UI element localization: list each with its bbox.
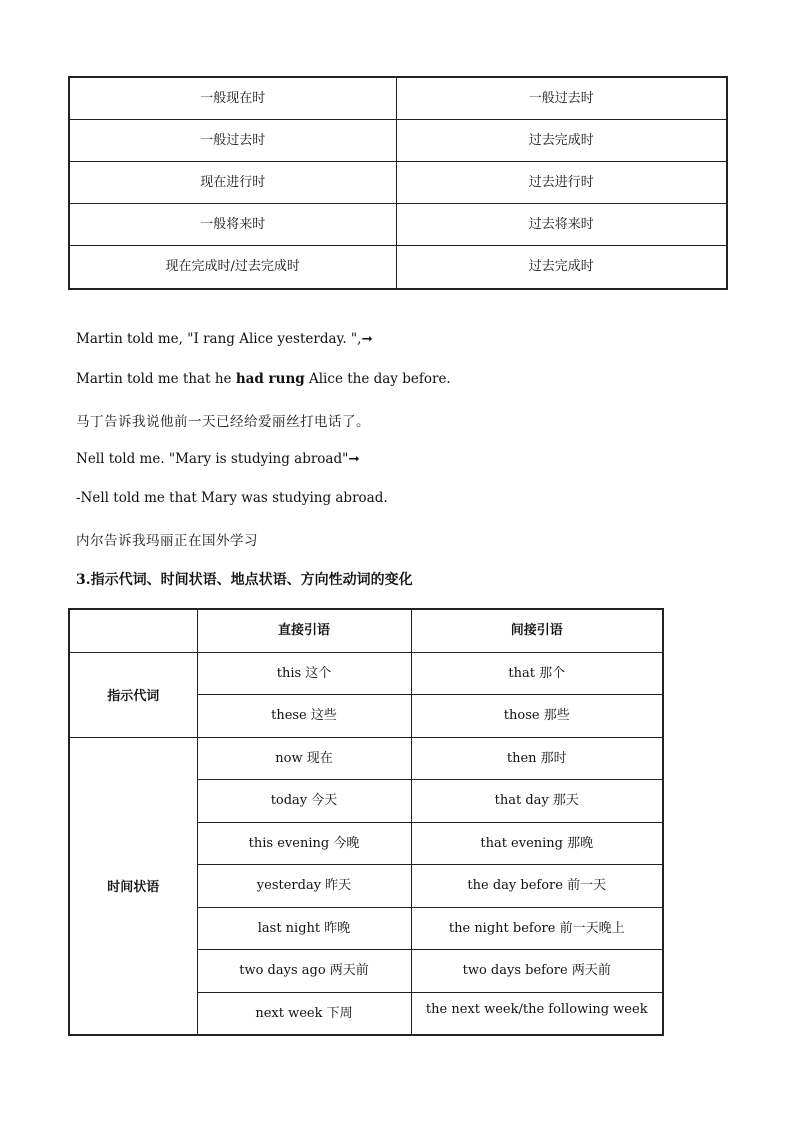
indirect-tense-cell: 过去将来时 <box>528 217 594 232</box>
direct-tense-cell: 现在完成时/过去完成时 <box>165 259 300 274</box>
table-row <box>69 77 727 120</box>
table-row <box>69 652 663 695</box>
direct-cell: this evening 今晚 <box>248 835 360 851</box>
indirect-cell: the day before 前一天 <box>467 878 607 893</box>
direct-cell: now 现在 <box>275 750 333 766</box>
example-1-indirect-end: Alice the day before. <box>304 371 451 387</box>
indirect-cell: then 那时 <box>506 750 567 766</box>
empty-header-cell <box>70 610 197 619</box>
indirect-cell: those 那些 <box>503 708 570 723</box>
example-2-direct: Nell told me. "Mary is studying abroad"➞ <box>76 451 360 467</box>
direct-cell: yesterday 昨天 <box>256 878 352 893</box>
indirect-tense-cell: 过去完成时 <box>528 133 594 148</box>
indirect-speech-header: 间接引语 <box>510 623 563 638</box>
direct-tense-cell: 一般现在时 <box>200 91 266 106</box>
indirect-cell: that 那个 <box>508 665 566 681</box>
example-1-verb-highlight: had rung <box>235 371 305 387</box>
example-1-indirect-start: Martin told me that he <box>76 371 236 387</box>
indirect-tense-cell: 过去完成时 <box>528 259 594 274</box>
indirect-tense-cell: 过去进行时 <box>528 175 594 190</box>
direct-tense-cell: 一般将来时 <box>200 217 266 232</box>
direct-cell: last night 昨晚 <box>257 920 351 936</box>
time-adverb-group-cell: 时间状语 <box>69 737 197 1035</box>
direct-tense-cell: 现在进行时 <box>200 175 266 190</box>
table-row <box>69 246 727 290</box>
example-2-translation: 内尔告诉我玛丽正在国外学习 <box>76 533 258 549</box>
table-header-row <box>69 609 663 652</box>
direct-speech-header: 直接引语 <box>277 623 330 638</box>
indirect-cell: two days before 两天前 <box>462 963 611 978</box>
indirect-cell: the night before 前一天晚上 <box>448 920 625 936</box>
indirect-cell: that day 那天 <box>494 793 579 808</box>
direct-cell: this 这个 <box>276 665 332 681</box>
direct-cell: next week 下周 <box>255 1005 353 1021</box>
table-row <box>69 120 727 162</box>
direct-tense-cell: 一般过去时 <box>200 133 266 148</box>
table-row <box>69 204 727 246</box>
tense-shift-table <box>68 76 728 290</box>
direct-cell: two days ago 两天前 <box>239 963 369 978</box>
direct-cell: today 今天 <box>270 793 338 808</box>
indirect-tense-cell: 一般过去时 <box>528 91 594 106</box>
table-row <box>69 162 727 204</box>
indirect-cell: that evening 那晚 <box>480 835 594 851</box>
example-1-indirect <box>76 371 451 387</box>
example-1-translation: 马丁告诉我说他前一天已经给爱丽丝打电话了。 <box>76 414 370 430</box>
indirect-cell: the next week/the following week <box>425 1001 648 1017</box>
demonstrative-group-cell: 指示代词 <box>69 652 197 737</box>
example-2-indirect: -Nell told me that Mary was studying abroad. <box>76 490 388 506</box>
direct-cell: these 这些 <box>271 708 337 723</box>
demonstrative-time-adverb-table <box>68 608 664 1036</box>
table-row <box>69 737 663 780</box>
example-1-direct: Martin told me, "I rang Alice yesterday. ",➞ <box>76 331 373 347</box>
section-heading: 3.指示代词、时间状语、地点状语、方向性动词的变化 <box>76 572 413 588</box>
